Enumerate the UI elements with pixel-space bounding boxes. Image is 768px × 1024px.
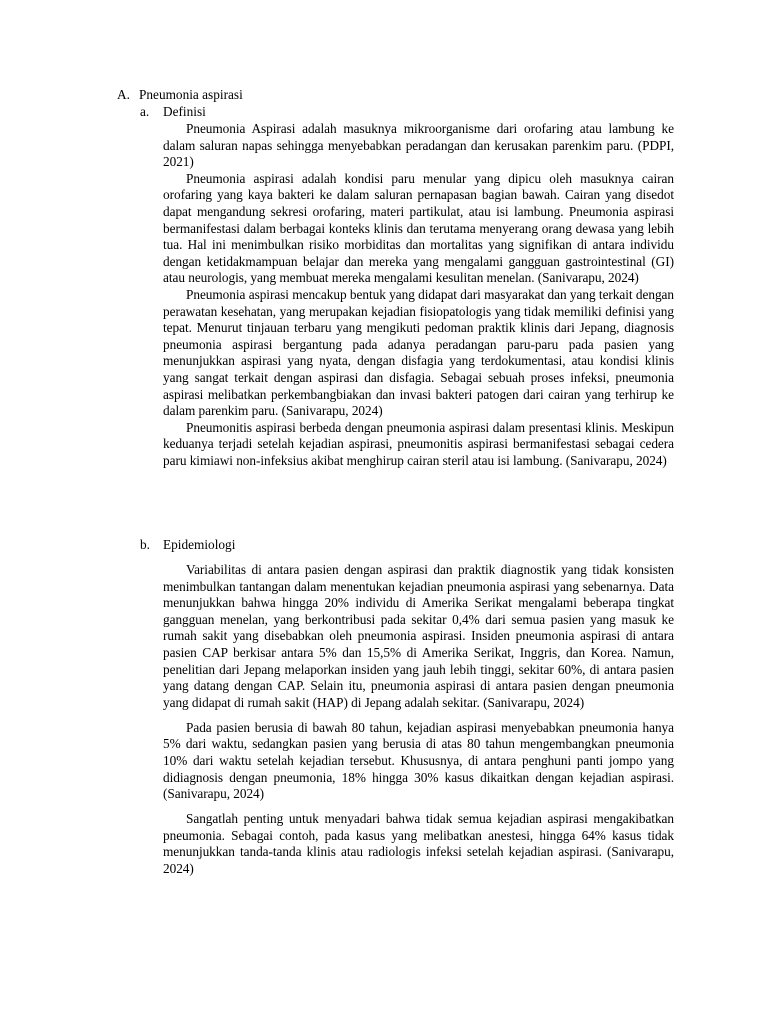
paragraph: Variabilitas di antara pasien dengan aspirasi dan praktik diagnostik yang tidak konsisten menimbulkan tantangan dalam menentukan kejadian pneumonia aspirasi yang sebenarnya. Data menunjukkan bahwa hingga 20% individu di Amerika Serikat mengalami beberapa tingkat gangguan menelan, yang berkontribusi pada sekitar 0,4% dari semua pasien yang masuk ke rumah sakit yang disebabkan oleh pneumonia aspirasi. Insiden pneumonia aspirasi di antara pasien CAP berkisar antara 5% dan 15,5% di Amerika Serikat, Inggris, dan Korea. Namun, penelitian dari Jepang melaporkan insiden yang jauh lebih tinggi, sekitar 60%, di antara pasien yang datang dengan CAP. Selain itu, pneumonia aspirasi di antara pasien dengan pneumonia yang didapat di rumah sakit (HAP) di Jepang adalah sekitar. (Sanivarapu, 2024) [163,562,674,710]
section-title: Pneumonia aspirasi [139,87,243,102]
paragraph: Pneumonitis aspirasi berbeda dengan pneumonia aspirasi dalam presentasi klinis. Meskipun keduanya terjadi setelah kejadian aspirasi, pneumonitis aspirasi bermanifestasi sebagai cedera paru kimiawi non-infeksius akibat menghirup cairan steril atau isi lambung. (Sanivarapu, 2024) [163,419,674,468]
paragraph: Pneumonia aspirasi mencakup bentuk yang didapat dari masyarakat dan yang terkait dengan perawatan kesehatan, yang merupakan kejadian fisiopatologis yang tidak memiliki definisi yang tepat. Menurut tinjauan terbaru yang mengikuti pedoman praktik klinis dari Jepang, diagnosis pneumonia aspirasi bergantung pada adanya peradangan paru-paru pada pasien yang menunjukkan aspirasi yang nyata, dengan disfagia yang terdokumentasi, atau kondisi klinis yang sangat terkait dengan aspirasi dan disfagia. Sebagai sebuah proses infeksi, pneumonia aspirasi melibatkan perkembangbiakan dan invasi bakteri patogen dari cairan yang terhirup ke dalam parenkim paru. (Sanivarapu, 2024) [163,286,674,419]
subsection-heading-epidemiologi [140,537,235,554]
subsection-marker: b. [140,537,150,552]
subsection-title: Definisi [163,104,206,119]
paragraph: Sangatlah penting untuk menyadari bahwa tidak semua kejadian aspirasi mengakibatkan pneumonia. Sebagai contoh, pada kasus yang melibatkan anestesi, hingga 64% kasus tidak menunjukkan tanda-tanda klinis atau radiologis infeksi setelah kejadian aspirasi. (Sanivarapu, 2024) [163,811,674,876]
subsection-heading-definisi [140,104,206,121]
definisi-body [163,121,674,469]
paragraph: Pneumonia Aspirasi adalah masuknya mikroorganisme dari orofaring atau lambung ke dalam saluran napas sehingga menyebabkan peradangan dan kerusakan parenkim paru. (PDPI, 2021) [163,121,674,170]
epidemiologi-body [163,562,674,877]
paragraph: Pada pasien berusia di bawah 80 tahun, kejadian aspirasi menyebabkan pneumonia hanya 5% dari waktu, sedangkan pasien yang berusia di atas 80 tahun mengembangkan pneumonia 10% dari waktu setelah kejadian tersebut. Khususnya, di antara penghuni panti jompo yang didiagnosis dengan pneumonia, 18% hingga 30% kasus dikaitkan dengan kejadian aspirasi. (Sanivarapu, 2024) [163,719,674,802]
subsection-title: Epidemiologi [163,537,236,552]
paragraph: Pneumonia aspirasi adalah kondisi paru menular yang dipicu oleh masuknya cairan orofaring yang kaya bakteri ke dalam saluran pernapasan bagian bawah. Cairan yang disedot dapat mengandung sekresi orofaring, materi partikulat, atau isi lambung. Pneumonia aspirasi bermanifestasi dalam berbagai konteks klinis dan terutama menyerang orang dewasa yang lebih tua. Hal ini menimbulkan risiko morbiditas dan mortalitas yang signifikan di antara individu dengan ketidakmampuan belajar dan mereka yang mengalami gangguan gastrointestinal (GI) atau neurologis, yang membuat mereka mengalami kesulitan menelan. (Sanivarapu, 2024) [163,170,674,286]
section-heading [117,87,243,104]
subsection-marker: a. [140,104,150,119]
section-marker: A. [117,87,130,102]
